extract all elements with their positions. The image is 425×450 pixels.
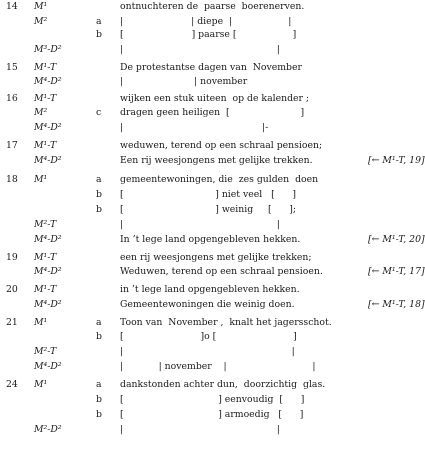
variant-text: een rij weesjongens met gelijke trekken;: [120, 252, 312, 263]
apparatus-line: [0, 252, 425, 264]
variant-text: [ ] weinig [ ];: [120, 204, 297, 215]
variant-mark: a: [96, 317, 102, 328]
variant-text: [ ]o [ ]: [120, 331, 297, 342]
variant-text: | |: [120, 346, 295, 357]
line-number: 24: [6, 379, 18, 390]
apparatus-line: [0, 346, 425, 358]
variant-mark: a: [96, 379, 102, 390]
line-number: 21: [6, 317, 18, 328]
witness-siglum: M¹-T: [34, 140, 57, 151]
variant-text: [ ] eenvoudig [ ]: [120, 394, 305, 405]
apparatus-line: [0, 317, 425, 329]
cross-reference: [← M¹-T, 19]: [368, 155, 425, 166]
witness-siglum: M²-D²: [34, 424, 62, 435]
witness-siglum: M¹-T: [34, 62, 57, 73]
variant-text: gemeentewoningen, die zes gulden doen: [120, 174, 319, 185]
variant-mark: a: [96, 16, 102, 27]
variant-text: dankstonden achter dun, doorzichtig glas.: [120, 379, 326, 390]
line-number: 18: [6, 174, 18, 185]
witness-siglum: M²: [34, 16, 48, 27]
witness-siglum: M⁴-D²: [34, 266, 62, 277]
apparatus-line: [0, 204, 425, 216]
apparatus-line: [0, 140, 425, 152]
line-number: 15: [6, 62, 18, 73]
apparatus-line: [0, 189, 425, 201]
apparatus-line: [0, 16, 425, 28]
witness-siglum: M¹: [34, 1, 48, 12]
cross-reference: [← M¹-T, 20]: [368, 234, 425, 245]
variant-mark: b: [96, 29, 102, 40]
witness-siglum: M¹-T: [34, 252, 57, 263]
apparatus-line: [0, 284, 425, 296]
variant-text: | |-: [120, 122, 269, 133]
apparatus-line: [0, 331, 425, 343]
apparatus-line: [0, 266, 425, 278]
apparatus-line: [0, 29, 425, 41]
witness-siglum: M⁴-D²: [34, 234, 62, 245]
cross-reference: [← M¹-T, 17]: [368, 266, 425, 277]
witness-siglum: M¹-T: [34, 284, 57, 295]
variant-text: ontnuchteren de paarse boerenerven.: [120, 1, 305, 12]
variant-text: wijken een stuk uiteen op de kalender ;: [120, 93, 310, 104]
witness-siglum: M²: [34, 107, 48, 118]
variant-mark: b: [96, 331, 102, 342]
apparatus-line: [0, 219, 425, 231]
variant-text: in ’t lege land opgengebleven hekken.: [120, 284, 300, 295]
variant-text: Weduwen, terend op een schraal pensioen.: [120, 266, 323, 277]
apparatus-line: [0, 174, 425, 186]
line-number: 20: [6, 284, 18, 295]
variant-mark: a: [96, 174, 102, 185]
variant-text: dragen geen heiligen [ ]: [120, 107, 305, 118]
apparatus-line: [0, 122, 425, 134]
witness-siglum: M¹: [34, 174, 48, 185]
variant-text: | |: [120, 219, 280, 230]
variant-text: [ ] niet veel [ ]: [120, 189, 297, 200]
variant-text: [ ] paarse [ ]: [120, 29, 297, 40]
line-number: 14: [6, 1, 18, 12]
variant-mark: b: [96, 409, 102, 420]
variant-text: In ’t lege land opgengebleven hekken.: [120, 234, 301, 245]
line-number: 19: [6, 252, 18, 263]
apparatus-line: [0, 394, 425, 406]
variant-text: | | diepe | |: [120, 16, 292, 27]
variant-text: Toon van November , knalt het jagersschot.: [120, 317, 332, 328]
witness-siglum: M¹-T: [34, 93, 57, 104]
variant-text: weduwen, terend op een schraal pensioen;: [120, 140, 323, 151]
line-number: 17: [6, 140, 18, 151]
line-number: 16: [6, 93, 18, 104]
variant-text: [ ] armoedig [ ]: [120, 409, 304, 420]
apparatus-line: [0, 299, 425, 311]
witness-siglum: M⁴-D²: [34, 155, 62, 166]
apparatus-line: [0, 361, 425, 373]
apparatus-line: [0, 76, 425, 88]
apparatus-line: [0, 93, 425, 105]
witness-siglum: M⁴-D²: [34, 361, 62, 372]
apparatus-line: [0, 107, 425, 119]
variant-mark: b: [96, 204, 102, 215]
witness-siglum: M⁴-D²: [34, 122, 62, 133]
witness-siglum: M¹: [34, 379, 48, 390]
apparatus-line: [0, 234, 425, 246]
variant-text: | |: [120, 44, 280, 55]
apparatus-line: [0, 379, 425, 391]
apparatus-line: [0, 62, 425, 74]
witness-siglum: M¹: [34, 317, 48, 328]
variant-text: | | november | |: [120, 361, 316, 372]
variant-text: | | november: [120, 76, 248, 87]
witness-siglum: M³-D²: [34, 44, 62, 55]
variant-mark: b: [96, 189, 102, 200]
witness-siglum: M⁴-D²: [34, 299, 62, 310]
apparatus-line: [0, 1, 425, 13]
apparatus-line: [0, 424, 425, 436]
variant-text: | |: [120, 424, 280, 435]
apparatus-line: [0, 155, 425, 167]
variant-mark: c: [96, 107, 102, 118]
cross-reference: [← M¹-T, 18]: [368, 299, 425, 310]
apparatus-line: [0, 44, 425, 56]
variant-mark: b: [96, 394, 102, 405]
variant-text: Een rij weesjongens met gelijke trekken.: [120, 155, 313, 166]
witness-siglum: M²-T: [34, 346, 57, 357]
variant-text: Gemeentewoningen die weinig doen.: [120, 299, 295, 310]
witness-siglum: M⁴-D²: [34, 76, 62, 87]
witness-siglum: M²-T: [34, 219, 57, 230]
apparatus-line: [0, 409, 425, 421]
variant-text: De protestantse dagen van November: [120, 62, 302, 73]
